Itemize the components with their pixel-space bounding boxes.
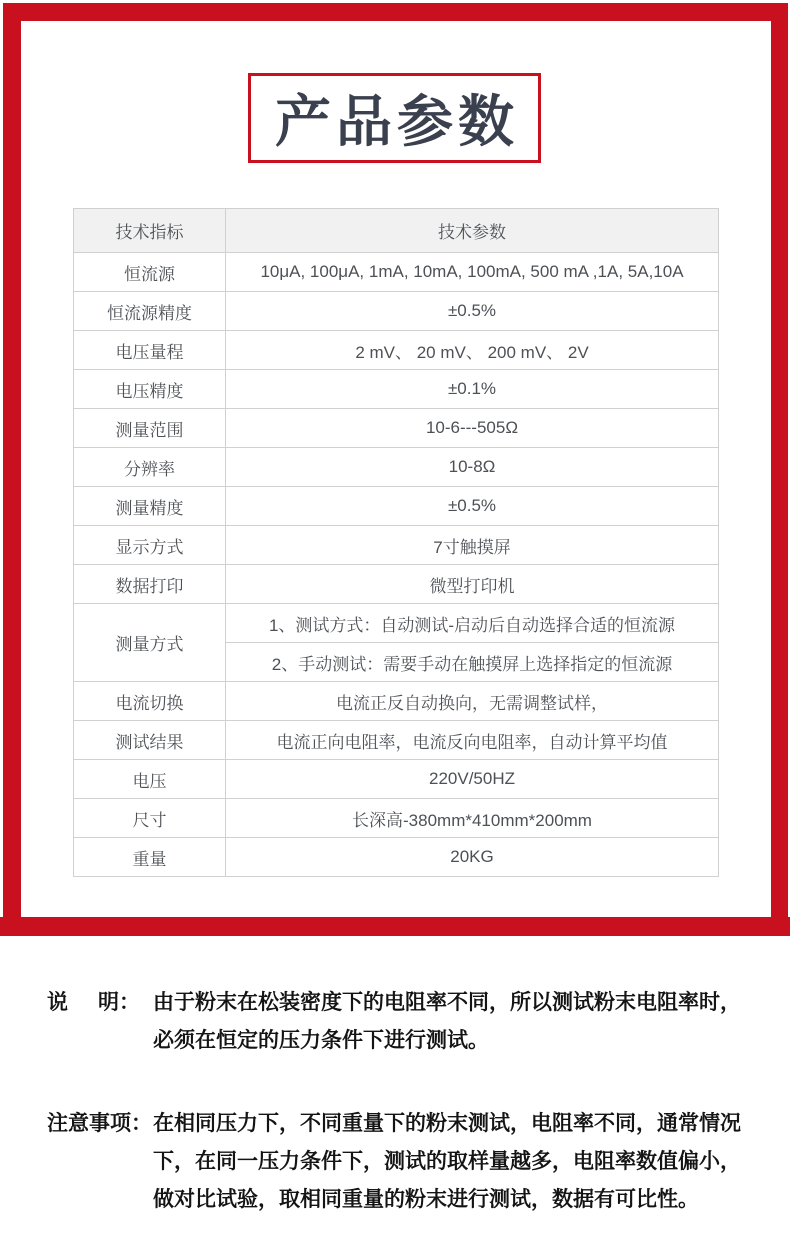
spec-table <box>73 208 719 877</box>
row-value: ±0.5% <box>226 292 719 331</box>
table-row <box>74 370 719 409</box>
table-row <box>74 760 719 799</box>
row-value: 220V/50HZ <box>226 760 719 799</box>
row-label: 恒流源精度 <box>74 292 226 331</box>
row-label: 测量精度 <box>74 487 226 526</box>
table-row <box>74 682 719 721</box>
note-caution <box>47 1105 741 1219</box>
row-label: 显示方式 <box>74 526 226 565</box>
row-value: 长深高-380mm*410mm*200mm <box>226 799 719 838</box>
row-label: 分辨率 <box>74 448 226 487</box>
note-explanation-label-left: 说 <box>47 991 68 1014</box>
row-value: 10μA, 100μA, 1mA, 10mA, 100mA, 500 mA ,1A, 5A,10A <box>226 253 719 292</box>
table-row <box>74 331 719 370</box>
frame-border-top <box>3 3 788 21</box>
table-row <box>74 409 719 448</box>
row-value: 10-8Ω <box>226 448 719 487</box>
note-line: 必须在恒定的压力条件下进行测试。 <box>153 1029 489 1052</box>
table-header-row <box>74 209 719 253</box>
table-row <box>74 253 719 292</box>
table-row <box>74 604 719 643</box>
note-explanation <box>47 984 741 1060</box>
table-row <box>74 799 719 838</box>
table-row <box>74 838 719 877</box>
note-caution-label: 注意事项： <box>47 1112 152 1135</box>
note-explanation-label-right: 明： <box>98 991 140 1014</box>
note-line: 由于粉末在松装密度下的电阻率不同，所以测试粉末电阻率时， <box>153 991 741 1014</box>
header-indicator: 技术指标 <box>74 209 226 253</box>
row-label: 电压 <box>74 760 226 799</box>
row-value: 7寸触摸屏 <box>226 526 719 565</box>
table-row <box>74 448 719 487</box>
note-line: 做对比试验，取相同重量的粉末进行测试，数据有可比性。 <box>153 1188 699 1211</box>
row-label: 重量 <box>74 838 226 877</box>
row-label: 电压量程 <box>74 331 226 370</box>
frame-border-left <box>3 3 21 936</box>
row-label: 电流切换 <box>74 682 226 721</box>
table-row <box>74 487 719 526</box>
row-value: 电流正反自动换向，无需调整试样， <box>226 682 719 721</box>
table-row <box>74 565 719 604</box>
header-parameter: 技术参数 <box>226 209 719 253</box>
frame-border-right <box>771 3 788 936</box>
row-value: ±0.1% <box>226 370 719 409</box>
table-row <box>74 721 719 760</box>
row-value: 2 mV、 20 mV、 200 mV、 2V <box>226 331 719 370</box>
row-value: ±0.5% <box>226 487 719 526</box>
note-line: 下，在同一压力条件下，测试的取样量越多，电阻率数值偏小， <box>153 1150 741 1173</box>
page-title: 产品参数 <box>275 90 519 153</box>
row-value: 2、手动测试：需要手动在触摸屏上选择指定的恒流源 <box>226 643 719 682</box>
note-line: 在相同压力下，不同重量下的粉末测试，电阻率不同，通常情况 <box>153 1112 741 1135</box>
note-caution-text <box>153 1105 741 1219</box>
row-value: 10-6---505Ω <box>226 409 719 448</box>
table-row <box>74 526 719 565</box>
note-explanation-text <box>153 984 741 1060</box>
row-value: 20KG <box>226 838 719 877</box>
row-value: 1、测试方式：自动测试-启动后自动选择合适的恒流源 <box>226 604 719 643</box>
note-explanation-label <box>47 984 140 1060</box>
row-label: 测量方式 <box>74 604 226 682</box>
row-value: 电流正向电阻率，电流反向电阻率，自动计算平均值 <box>226 721 719 760</box>
title-box <box>248 73 541 163</box>
row-label: 测量范围 <box>74 409 226 448</box>
row-label: 数据打印 <box>74 565 226 604</box>
table-row <box>74 292 719 331</box>
row-label: 测试结果 <box>74 721 226 760</box>
frame-border-bottom <box>0 917 790 936</box>
row-value: 微型打印机 <box>226 565 719 604</box>
row-label: 尺寸 <box>74 799 226 838</box>
row-label: 恒流源 <box>74 253 226 292</box>
row-label: 电压精度 <box>74 370 226 409</box>
